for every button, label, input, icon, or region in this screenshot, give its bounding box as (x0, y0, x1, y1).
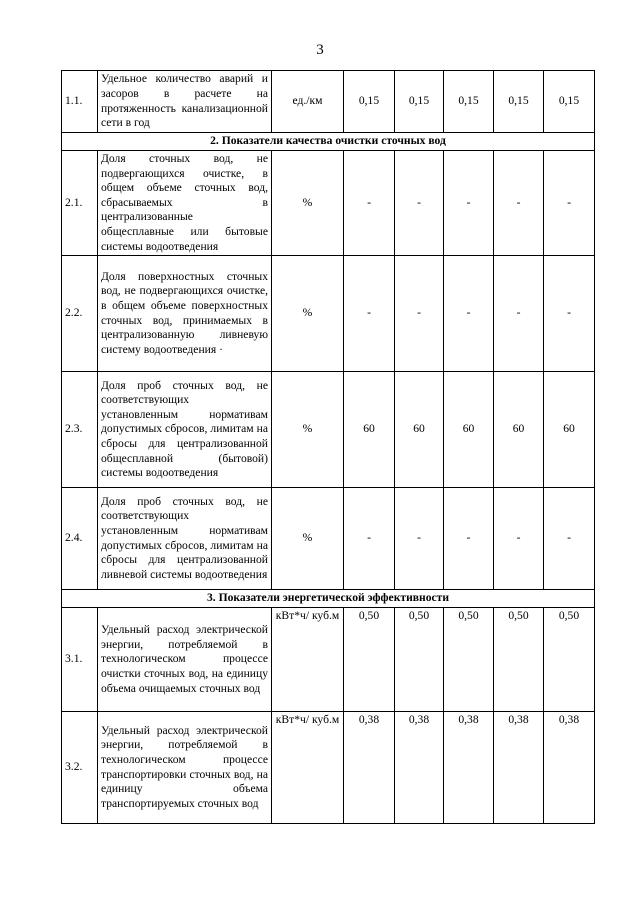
row-number: 2.4. (62, 488, 98, 590)
year-value: - (344, 256, 395, 372)
year-value: 60 (344, 372, 395, 488)
year-value: - (395, 151, 444, 256)
year-value: - (494, 256, 544, 372)
table-row (62, 488, 595, 590)
year-value: 0,15 (344, 71, 395, 133)
year-value: - (344, 488, 395, 590)
year-value: - (494, 488, 544, 590)
table-row (62, 151, 595, 256)
unit-of-measure: кВт*ч/ куб.м (272, 608, 344, 712)
section-title: 2. Показатели качества очистки сточных вод (62, 133, 595, 151)
table-row (62, 712, 595, 824)
unit-of-measure: кВт*ч/ куб.м (272, 712, 344, 824)
section-header-row (62, 133, 595, 151)
indicator-description: Удельный расход электрической энергии, потребляемой в технологическом процессе транспортировки сточных вод, на единицу объема транспортируемых сточных вод (98, 712, 272, 824)
year-value: - (444, 151, 494, 256)
indicator-description: Доля проб сточных вод, не соответствующих установленным нормативам допустимых сбросов, лимитам на сбросы для централизованной ливневой системы водоотведения (98, 488, 272, 590)
table-row (62, 372, 595, 488)
table-row (62, 256, 595, 372)
year-value: 0,15 (544, 71, 595, 133)
year-value: 0,15 (395, 71, 444, 133)
table-row (62, 608, 595, 712)
year-value: 0,15 (444, 71, 494, 133)
row-number: 2.1. (62, 151, 98, 256)
indicator-description: Удельный расход электрической энергии, потребляемой в технологическом процессе очистки сточных вод, на единицу объема очищаемых сточных вод (98, 608, 272, 712)
year-value: 0,50 (544, 608, 595, 712)
year-value: 0,50 (444, 608, 494, 712)
year-value: 0,38 (444, 712, 494, 824)
unit-of-measure: % (272, 488, 344, 590)
unit-of-measure: % (272, 151, 344, 256)
section-title: 3. Показатели энергетической эффективности (62, 590, 595, 608)
year-value: 0,50 (344, 608, 395, 712)
row-number: 3.2. (62, 712, 98, 824)
year-value: - (444, 488, 494, 590)
row-number: 3.1. (62, 608, 98, 712)
year-value: - (544, 488, 595, 590)
year-value: 60 (395, 372, 444, 488)
page-number: 3 (316, 42, 324, 58)
year-value: 0,38 (344, 712, 395, 824)
year-value: - (395, 256, 444, 372)
year-value: - (544, 256, 595, 372)
indicator-description: Доля проб сточных вод, не соответствующих установленным нормативам допустимых сбросов, лимитам на сбросы для централизованной общесплавной (бытовой) системы водоотведения (98, 372, 272, 488)
year-value: 0,38 (544, 712, 595, 824)
section-header-row (62, 590, 595, 608)
year-value: 0,50 (494, 608, 544, 712)
year-value: - (544, 151, 595, 256)
year-value: - (444, 256, 494, 372)
year-value: 60 (544, 372, 595, 488)
year-value: - (395, 488, 444, 590)
indicator-description: Доля поверхностных сточных вод, не подвергающихся очистке, в общем объеме поверхностных сточных вод, принимаемых в централизованную ливневую систему водоотведения · (98, 256, 272, 372)
unit-of-measure: % (272, 256, 344, 372)
year-value: 0,38 (494, 712, 544, 824)
year-value: 0,38 (395, 712, 444, 824)
unit-of-measure: ед./км (272, 71, 344, 133)
table-row (62, 71, 595, 133)
year-value: 60 (444, 372, 494, 488)
indicator-description: Доля сточных вод, не подвергающихся очистке, в общем объеме сточных вод, сбрасываемых в централизованные общесплавные или бытовые системы водоотведения (98, 151, 272, 256)
indicator-description: Удельное количество аварий и засоров в расчете на протяженность канализационной сети в год (98, 71, 272, 133)
row-number: 2.3. (62, 372, 98, 488)
year-value: 0,15 (494, 71, 544, 133)
year-value: - (344, 151, 395, 256)
year-value: 60 (494, 372, 544, 488)
row-number: 2.2. (62, 256, 98, 372)
unit-of-measure: % (272, 372, 344, 488)
row-number: 1.1. (62, 71, 98, 133)
year-value: 0,50 (395, 608, 444, 712)
indicators-table (61, 70, 595, 824)
year-value: - (494, 151, 544, 256)
